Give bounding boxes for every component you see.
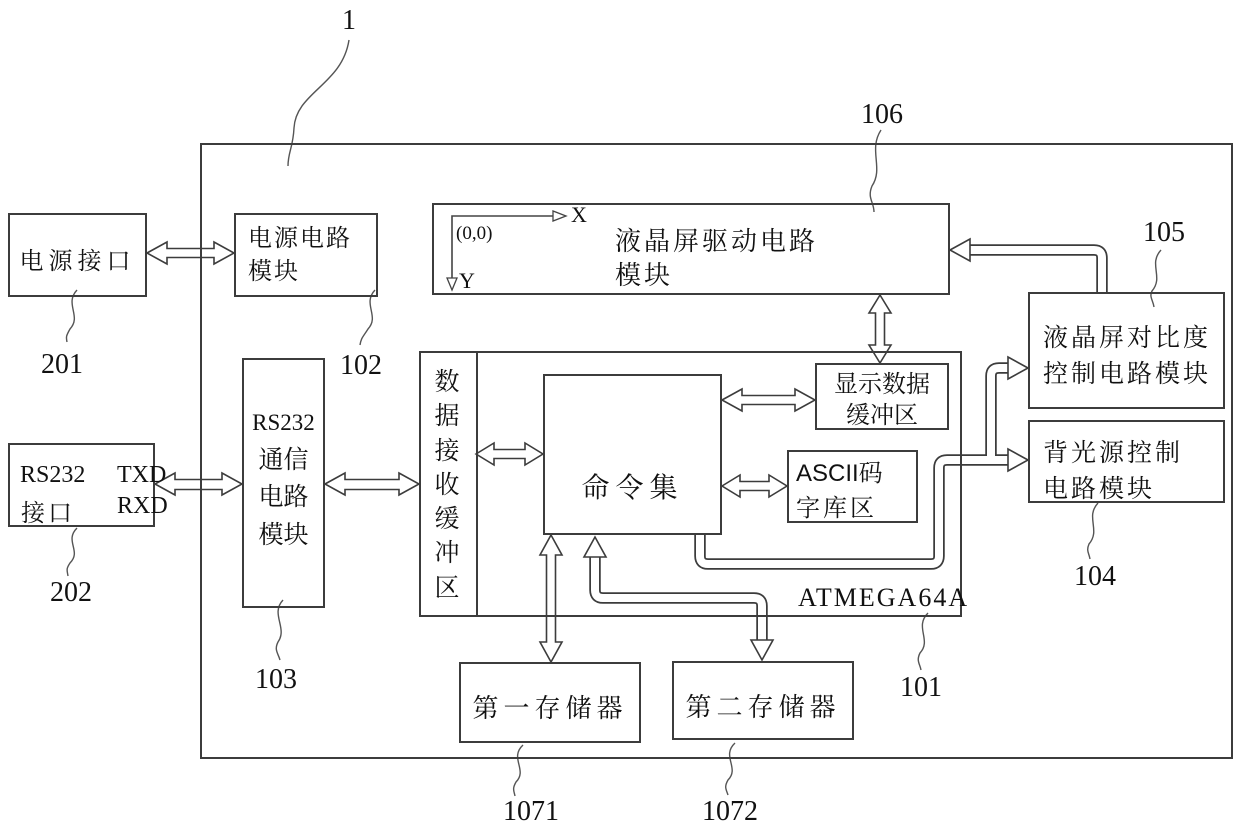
power-interface-label: 电源接口: [19, 248, 136, 275]
data-recv-buffer-label: 数据接收缓冲区: [434, 368, 460, 602]
rs232-interface-name: RS232: [20, 462, 86, 488]
origin-coordinate-label: (0,0): [456, 223, 493, 244]
leader-202: [67, 528, 77, 576]
ref-label-101: 101: [900, 672, 942, 703]
ref-label-1071: 1071: [503, 796, 559, 827]
memory1-label: 第一存储器: [472, 693, 628, 723]
x-axis-label: X: [571, 202, 587, 227]
command-set-box: [543, 374, 722, 535]
backlight-ctrl-label: 背光源控制 电路模块: [1043, 439, 1184, 503]
ref-label-202: 202: [50, 577, 92, 608]
command-set-label: 命令集: [581, 472, 684, 503]
rs232-comm-label: RS232 通信 电路 模块: [252, 410, 315, 549]
ref-label-1: 1: [342, 5, 356, 36]
power-circuit-label: 电源电路 模块: [248, 225, 352, 285]
ref-label-1072: 1072: [702, 796, 758, 827]
rs232-interface-suffix: 接口: [21, 500, 75, 527]
memory2-label: 第二存储器: [685, 692, 841, 722]
lcd-driver-label: 液晶屏驱动电路 模块: [615, 226, 819, 290]
ascii-font-label: ASCII码 字库区: [796, 460, 883, 522]
contrast-ctrl-label: 液晶屏对比度 控制电路模块: [1043, 324, 1212, 388]
ref-label-103: 103: [255, 664, 297, 695]
ref-label-102: 102: [340, 350, 382, 381]
mcu-inner-divider: [476, 351, 478, 617]
ref-label-201: 201: [41, 349, 83, 380]
ref-label-106: 106: [861, 99, 903, 130]
display-buffer-label: 显示数据 缓冲区: [834, 371, 930, 429]
txd-label: TXD: [117, 462, 167, 488]
rxd-label: RXD: [117, 493, 168, 519]
mcu-chip-label: ATMEGA64A: [798, 583, 970, 612]
ref-label-104: 104: [1074, 561, 1116, 592]
y-axis-label: Y: [459, 268, 475, 293]
leader-201: [66, 290, 77, 342]
ref-label-105: 105: [1143, 217, 1185, 248]
